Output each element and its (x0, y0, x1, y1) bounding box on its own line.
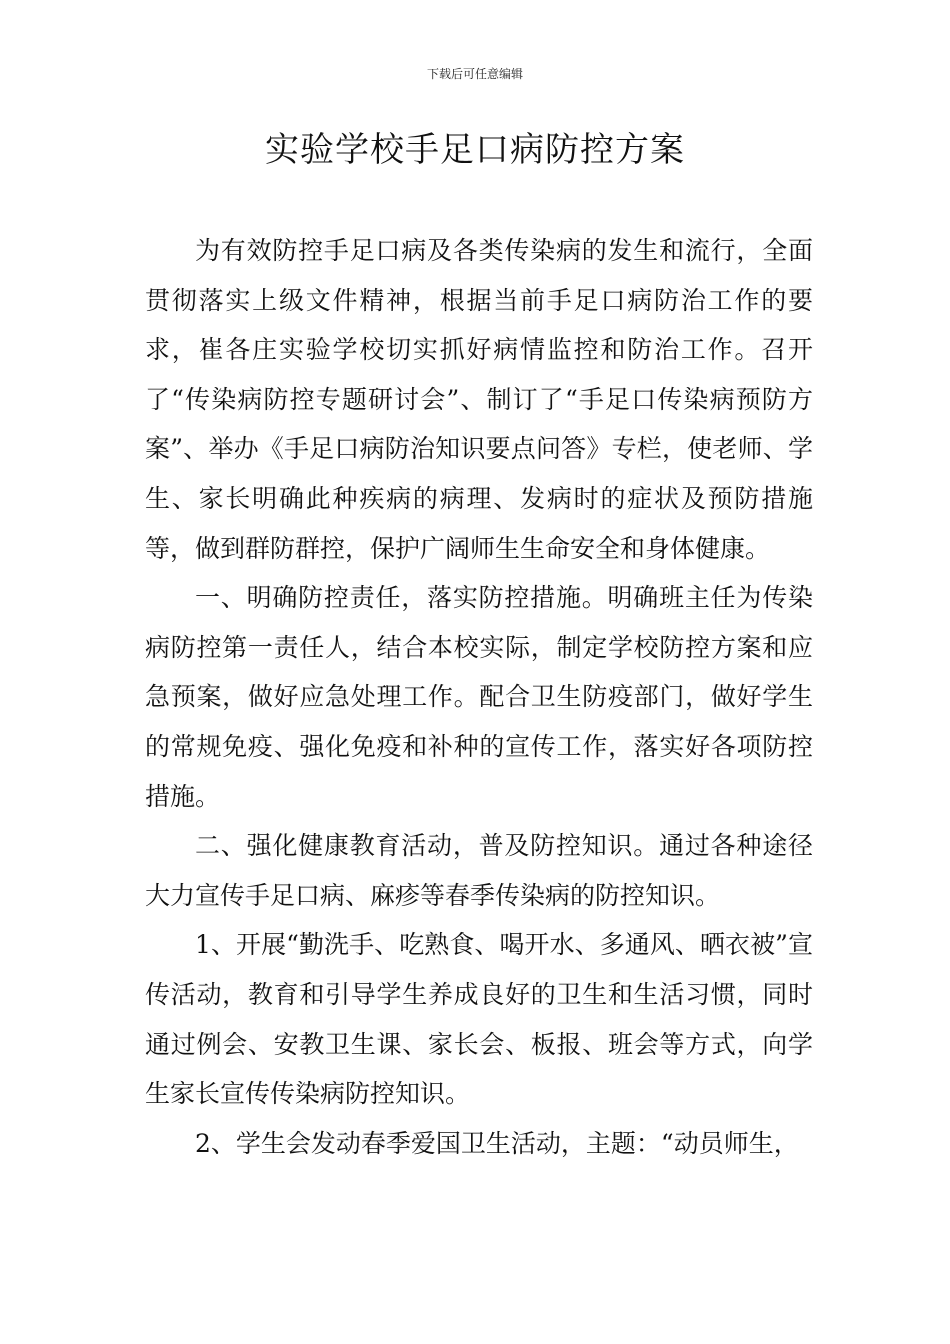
paragraph-item-1: 1、开展“勤洗手、吃熟食、喝开水、多通风、晒衣被”宣传活动，教育和引导学生养成良好的卫生和生活习惯，同时通过例会、安教卫生课、家长会、板报、班会等方式，向学生家长宣传传染病防控知识。 (145, 930, 813, 1109)
document-body (145, 226, 813, 1168)
paragraph-section-1: 一、明确防控责任，落实防控措施。明确班主任为传染病防控第一责任人，结合本校实际，制定学校防控方案和应急预案，做好应急处理工作。配合卫生防疫部门，做好学生的常规免疫、强化免疫和补种的宣传工作，落实好各项防控措施。 (145, 583, 813, 811)
paragraph-section-2: 二、强化健康教育活动，普及防控知识。通过各种途径大力宣传手足口病、麻疹等春季传染病的防控知识。 (145, 831, 813, 910)
paragraph-item-2: 2、学生会发动春季爱国卫生活动，主题：“动员师生， (195, 1128, 799, 1158)
header-note: 下载后可任意编辑 (426, 67, 523, 81)
paragraph-intro: 为有效防控手足口病及各类传染病的发生和流行，全面贯彻落实上级文件精神，根据当前手足口病防治工作的要求，崔各庄实验学校切实抓好病情监控和防治工作。召开了“传染病防控专题研讨会”、制订了“手足口传染病预防方案”、举办《手足口病防治知识要点问答》专栏，使老师、学生、家长明确此种疾病的病理、发病时的症状及预防措施等，做到群防群控，保护广阔师生生命安全和身体健康。 (145, 236, 813, 563)
document-title: 实验学校手足口病防控方案 (265, 130, 685, 170)
